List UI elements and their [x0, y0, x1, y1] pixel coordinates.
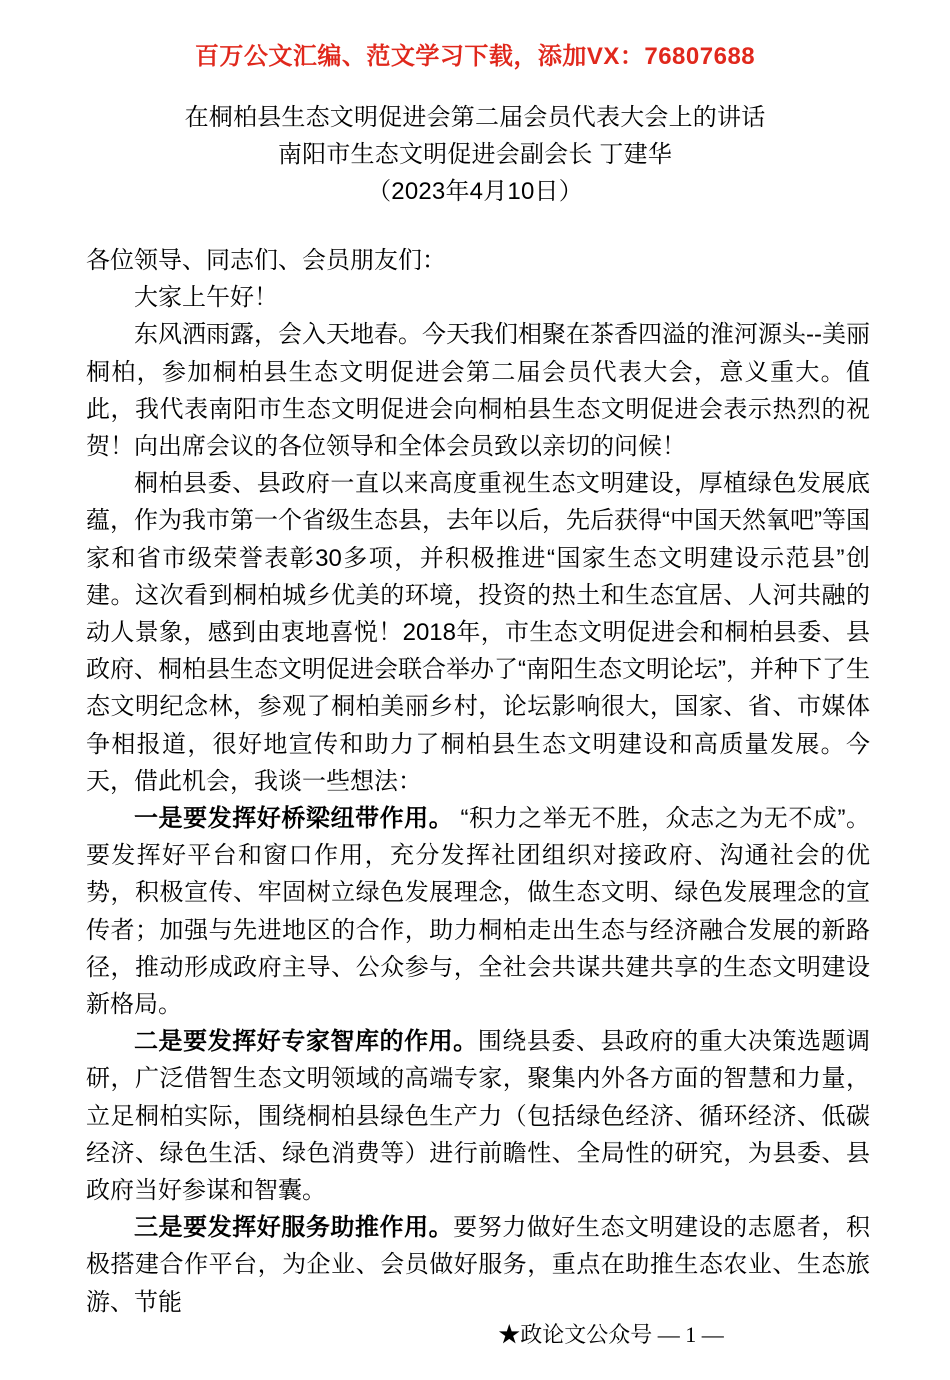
- document-byline: 南阳市生态文明促进会副会长 丁建华: [277, 141, 673, 168]
- point-three-heading: 三是要发挥好服务助推作用。: [134, 1214, 454, 1242]
- point-three-text: 要努力做好生态文明建设的志愿者，积极搭建合作平台，为企业、会员做好服务，重点在助推生态农业、生态旅游、节能: [86, 1214, 870, 1316]
- document-title: 在桐柏县生态文明促进会第二届会员代表大会上的讲话: [184, 104, 766, 131]
- document-date: （2023年4月10日）: [367, 178, 583, 205]
- greeting-line: 大家上午好！: [134, 284, 278, 312]
- footer-watermark: ★政论文公众号: [498, 1322, 653, 1347]
- footer-inner: [248, 1320, 724, 1350]
- title-block: [0, 99, 950, 210]
- footer-page-number: — 1 —: [657, 1322, 724, 1347]
- point-two-text: 围绕县委、县政府的重大决策选题调研，广泛借智生态文明领域的高端专家，聚集内外各方面的智慧和力量，立足桐柏实际，围绕桐柏县绿色生产力（包括绿色经济、循环经济、低碳经济、绿色生活、绿色消费等）进行前瞻性、全局性的研究，为县委、县政府当好参谋和智囊。: [86, 1028, 871, 1205]
- page-footer: [0, 1290, 950, 1380]
- paragraph-opening: 东风洒雨露，会入天地春。今天我们相聚在茶香四溢的淮河源头--美丽桐柏，参加桐柏县生态文明促进会第二届会员代表大会，意义重大。值此，我代表南阳市生态文明促进会向桐柏县生态文明促进会表示热烈的祝贺！向出席会议的各位领导和全体会员致以亲切的问候！: [86, 321, 870, 461]
- paragraph-point-two: [86, 1023, 870, 1209]
- salutation-line: 各位领导、同志们、会员朋友们：: [86, 247, 446, 274]
- promo-banner: 百万公文汇编、范文学习下载，添加VX：76807688: [194, 43, 756, 70]
- point-one-heading: 一是要发挥好桥梁纽带作用。: [134, 805, 454, 833]
- document-body: [86, 242, 870, 1321]
- paragraph-point-one: [86, 800, 870, 1023]
- point-one-text: “积力之举无不胜，众志之为无不成”。要发挥好平台和窗口作用，充分发挥社团组织对接政府、沟通社会的优势，积极宣传、牢固树立绿色发展理念，做生态文明、绿色发展理念的宣传者；加强与先进地区的合作，助力桐柏走出生态与经济融合发展的新路径，推动形成政府主导、公众参与，全社会共谋共建共享的生态文明建设新格局。: [86, 805, 871, 1019]
- paragraph-background: 桐柏县委、县政府一直以来高度重视生态文明建设，厚植绿色发展底蕴，作为我市第一个省级生态县，去年以后，先后获得“中国天然氧吧”等国家和省市级荣誉表彰30多项，并积极推进“国家生态文明建设示范县”创建。这次看到桐柏城乡优美的环境，投资的热土和生态宜居、人河共融的动人景象，感到由衷地喜悦！2018年，市生态文明促进会和桐柏县委、县政府、桐柏县生态文明促进会联合举办了“南阳生态文明论坛”，并种下了生态文明纪念林，参观了桐柏美丽乡村，论坛影响很大，国家、省、市媒体争相报道，很好地宣传和助力了桐柏县生态文明建设和高质量发展。今天，借此机会，我谈一些想法：: [86, 470, 870, 795]
- point-two-heading: 二是要发挥好专家智库的作用。: [134, 1028, 478, 1056]
